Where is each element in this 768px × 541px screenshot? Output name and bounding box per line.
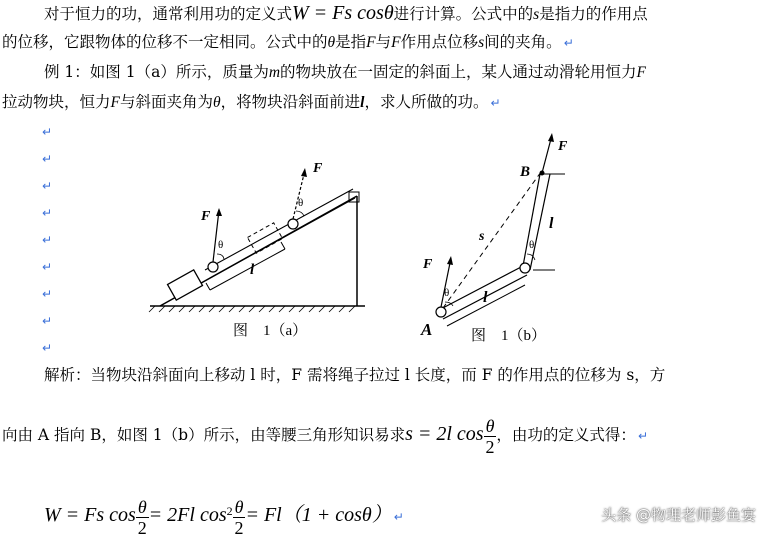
angle-label-theta: θ (298, 197, 304, 209)
return-mark-icon: ↵ (42, 179, 53, 193)
return-mark-icon: ↵ (42, 260, 53, 274)
formula-part: = Fl（1 + cosθ） (245, 504, 392, 527)
return-mark-icon: ↵ (563, 36, 574, 50)
symbol-f: F (391, 34, 401, 51)
watermark: 头条 @物理老师彭鱼宴 (601, 506, 756, 524)
angle-label-theta: θ (444, 287, 450, 299)
symbol-theta: θ (213, 94, 221, 111)
fraction-denominator: 2 (234, 517, 244, 538)
symbol-m: m (268, 64, 281, 81)
force-label-f: F (201, 209, 211, 224)
text: 对于恒力的功，通常利用功的定义式 (44, 5, 293, 23)
return-mark-icon: ↵ (42, 206, 53, 220)
text: ，将物块沿斜面前进 (220, 93, 361, 111)
point-label-a: A (421, 320, 433, 339)
pulley-at-a (436, 307, 446, 317)
force-label-f: F (423, 257, 433, 272)
length-label-l: l (250, 262, 255, 278)
block-displaced (248, 223, 283, 253)
point-label-b: B (520, 164, 531, 180)
analysis-line-2 (2, 410, 648, 460)
symbol-f: F (636, 64, 647, 81)
return-mark-icon: ↵ (42, 341, 53, 355)
displacement-label-s: s (479, 229, 485, 244)
symbol-s: s (478, 34, 485, 51)
rope-vertical-left (523, 174, 540, 266)
text: 拉动物块，恒力 (2, 93, 111, 111)
return-mark-icon: ↵ (42, 152, 53, 166)
formula-s: s = 2l cos (405, 423, 484, 445)
rope-ab-lower (439, 266, 523, 310)
symbol-s: s (533, 6, 540, 23)
return-mark-icon: ↵ (42, 233, 53, 247)
fraction-theta-over-2 (233, 497, 246, 538)
final-formula (44, 487, 404, 541)
text: 的物块放在一固定的斜面上，某人通过动滑轮用恒力 (280, 63, 637, 81)
text: 例 1：如图 1（a）所示，质量为 (44, 63, 269, 81)
force-arrowhead-2 (301, 168, 307, 177)
text: 向由 A 指向 B，如图 1（b）所示，由等腰三角形知识易求 (2, 426, 406, 444)
formula-part: W = Fs cos (44, 504, 136, 527)
rope-vertical-right (530, 174, 550, 270)
text: 解析：当物块沿斜面向上移动 l 时，F 需将绳子拉过 l 长度，而 F 的作用点的位移为 s，方 (44, 366, 666, 384)
paragraph-line-2 (2, 31, 574, 54)
example-line-2 (2, 91, 501, 114)
fraction-theta-over-2 (136, 497, 149, 538)
symbol-theta: θ (327, 34, 336, 51)
return-mark-icon: ↵ (490, 96, 501, 110)
paragraph-line-1 (44, 2, 648, 26)
figure-caption-b: 图 1（b） (471, 328, 547, 344)
symbol-f: F (366, 34, 376, 51)
text: ，由功的定义式得： (496, 426, 636, 444)
analysis-line-1 (44, 364, 665, 386)
fraction-denominator: 2 (485, 436, 495, 457)
ground-hatching (149, 306, 355, 312)
figure-1a (145, 150, 385, 350)
pulley-moved (288, 219, 298, 229)
force-arrowhead-1 (216, 208, 222, 216)
force-label-f: F (313, 161, 323, 176)
fraction-numerator: θ (234, 496, 244, 517)
example-line-1 (44, 61, 646, 84)
block (168, 270, 203, 300)
formula-part: = 2Fl cos (148, 504, 227, 527)
angle-label-theta: θ (529, 239, 535, 251)
fraction-denominator: 2 (137, 517, 147, 538)
superscript: 2 (226, 504, 233, 518)
rope-lower (210, 198, 355, 278)
pulley-initial (208, 262, 218, 272)
length-label-l: l (483, 289, 488, 306)
figure-1b (415, 130, 605, 350)
fraction-theta-over-2 (484, 416, 497, 457)
figure-caption-a: 图 1（a） (233, 323, 308, 339)
text: ，求人所做的功。 (364, 93, 489, 111)
fraction-numerator: θ (137, 496, 147, 517)
angle-arc-b (527, 254, 535, 260)
text: 与 (375, 33, 392, 51)
text: 的位移，它跟物体的位移不一定相同。公式中的 (2, 33, 328, 51)
rope-upper (205, 189, 353, 270)
length-label-l: l (549, 215, 554, 232)
work-formula: W = Fs cosθ (292, 2, 394, 24)
symbol-f: F (110, 94, 120, 111)
text: 作用点位移 (400, 33, 479, 51)
return-mark-icon: ↵ (42, 125, 53, 139)
return-mark-icon: ↵ (42, 287, 53, 301)
return-mark-icon: ↵ (637, 429, 648, 443)
fraction-numerator: θ (485, 415, 495, 436)
angle-arc-2 (296, 211, 304, 216)
text: 间的夹角。 (484, 33, 562, 51)
angle-arc-1 (217, 254, 224, 259)
text: 与斜面夹角为 (119, 93, 213, 111)
return-mark-icon: ↵ (393, 510, 404, 525)
force-label-f: F (558, 139, 568, 154)
return-mark-icon: ↵ (42, 314, 53, 328)
symbol-l: l (360, 94, 365, 111)
text: 是指 (335, 33, 367, 51)
pulley-moved (520, 263, 530, 273)
displacement-line-s (443, 172, 541, 308)
force-arrowhead-a (447, 256, 453, 265)
text: 是指力的作用点 (539, 5, 648, 23)
force-arrowhead-b (548, 133, 554, 142)
text: 进行计算。公式中的 (393, 5, 534, 23)
angle-label-theta: θ (218, 239, 224, 251)
